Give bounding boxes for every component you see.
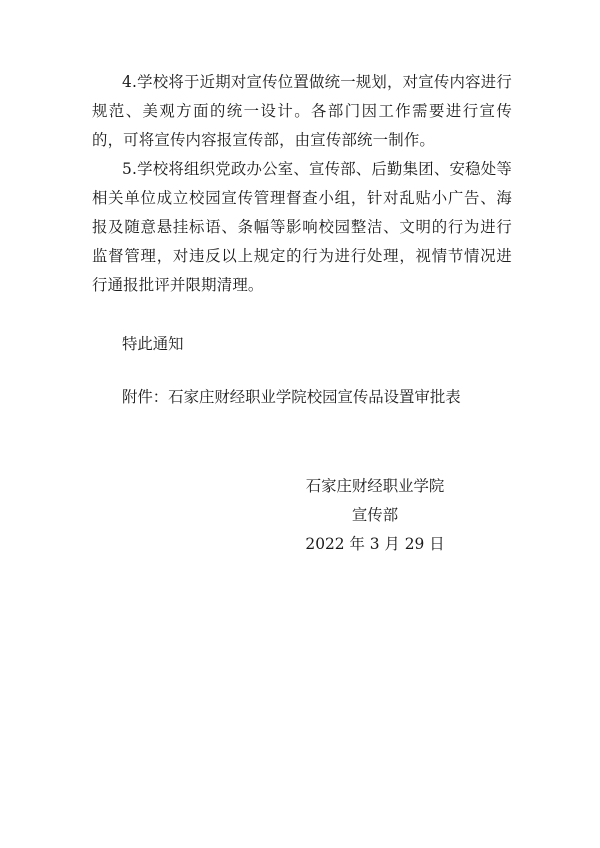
closing-notice: 特此通知 [122, 335, 184, 353]
paragraph-item-5: 5.学校将组织党政办公室、宣传部、后勤集团、安稳处等相关单位成立校园宣传管理督查小组，针对乱贴小广告、海报及随意悬挂标语、条幅等影响校园整洁、文明的行为进行监督管理，对违反以上规定的行为进行处理，视情节情况进行通报批评并限期清理。 [92, 160, 512, 294]
signature-date: 2022 年 3 月 29 日 [305, 535, 445, 553]
signature-block [290, 472, 460, 559]
attachment-line: 附件：石家庄财经职业学院校园宣传品设置审批表 [122, 388, 461, 406]
signature-institution: 石家庄财经职业学院 [305, 477, 445, 495]
document-body [92, 68, 512, 300]
paragraph-item-4: 4.学校将于近期对宣传位置做统一规划，对宣传内容进行规范、美观方面的统一设计。各部门因工作需要进行宣传的，可将宣传内容报宣传部，由宣传部统一制作。 [92, 73, 512, 149]
signature-department: 宣传部 [351, 506, 399, 524]
